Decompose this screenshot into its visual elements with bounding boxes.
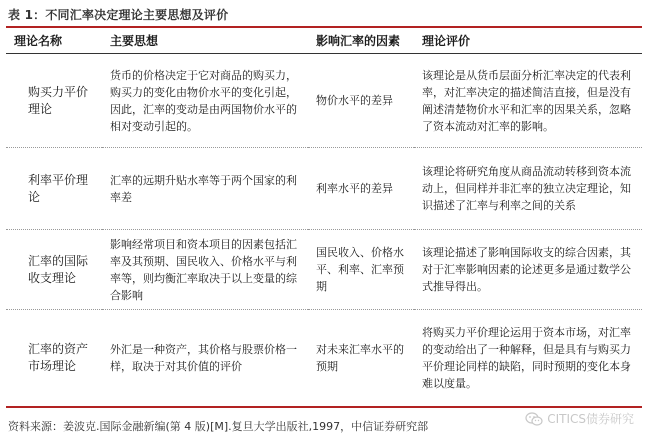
- table-row: [6, 148, 642, 230]
- table-header-row: [6, 28, 642, 54]
- header-evaluation: 理论评价: [414, 28, 642, 54]
- table-row: [6, 54, 642, 148]
- main-idea-cell: 外汇是一种资产，其价格与股票价格一样，取决于对其价值的评价: [110, 342, 297, 373]
- evaluation-cell: 该理论将研究角度从商品流动转移到资本流动上，但同样并非汇率的独立决定理论，知识描述了汇率与利率之间的关系: [414, 148, 642, 230]
- main-idea-cell: 影响经常项目和资本项目的因素包括汇率及其预期、国民收入、价格水平与利率等，则均衡汇率取决于以上变量的综合影响: [102, 230, 308, 310]
- watermark: [525, 410, 634, 427]
- source-note: 资料来源：姜波克.国际金融新编(第 4 版)[M].复旦大学出版社,1997，中信证券研究部: [8, 420, 429, 433]
- factor-cell: 物价水平的差异: [308, 54, 414, 148]
- evaluation-cell: 该理论描述了影响国际收支的综合因素，其对于汇率影响因素的论述更多是通过数学公式推导得出。: [414, 230, 642, 310]
- watermark-text: CITICS债券研究: [547, 412, 634, 426]
- factor-cell: 对未来汇率水平的预期: [316, 342, 404, 373]
- header-factors: 影响汇率的因素: [308, 28, 414, 54]
- wechat-icon: [525, 412, 543, 426]
- theory-table: [6, 26, 642, 408]
- table-row: [6, 310, 642, 406]
- theory-name-cell: 汇率的资产市场理论: [28, 341, 89, 373]
- table-caption: 表 1：不同汇率决定理论主要思想及评价: [8, 8, 229, 22]
- theory-name-cell: 汇率的国际收支理论: [6, 230, 102, 310]
- header-main-idea: 主要思想: [102, 28, 308, 54]
- factor-cell: 国民收入、价格水平、利率、汇率预期: [308, 230, 414, 310]
- factor-cell: 利率水平的差异: [308, 148, 414, 230]
- evaluation-cell: 该理论是从货币层面分析汇率决定的代表利率，对汇率决定的描述简洁直接，但是没有阐述清楚物价水平和汇率的因果关系，忽略了资本流动对汇率的影响。: [414, 54, 642, 148]
- header-theory-name: 理论名称: [6, 28, 102, 54]
- theory-name-cell: 利率平价理论: [6, 148, 102, 230]
- main-idea-cell: 汇率的远期升贴水率等于两个国家的利率差: [102, 148, 308, 230]
- table-row: [6, 230, 642, 310]
- evaluation-cell: 将购买力平价理论运用于资本市场，对汇率的变动给出了一种解释，但是具有与购买力平价理论同样的缺陷，同时预期的变化本身难以度量。: [422, 325, 631, 390]
- theory-name-cell: 购买力平价理论: [6, 54, 102, 148]
- main-idea-cell: 货币的价格决定于它对商品的购买力，购买力的变化由物价水平的变化引起，因此，汇率的变动是由两国物价水平的相对变动引起的。: [102, 54, 308, 148]
